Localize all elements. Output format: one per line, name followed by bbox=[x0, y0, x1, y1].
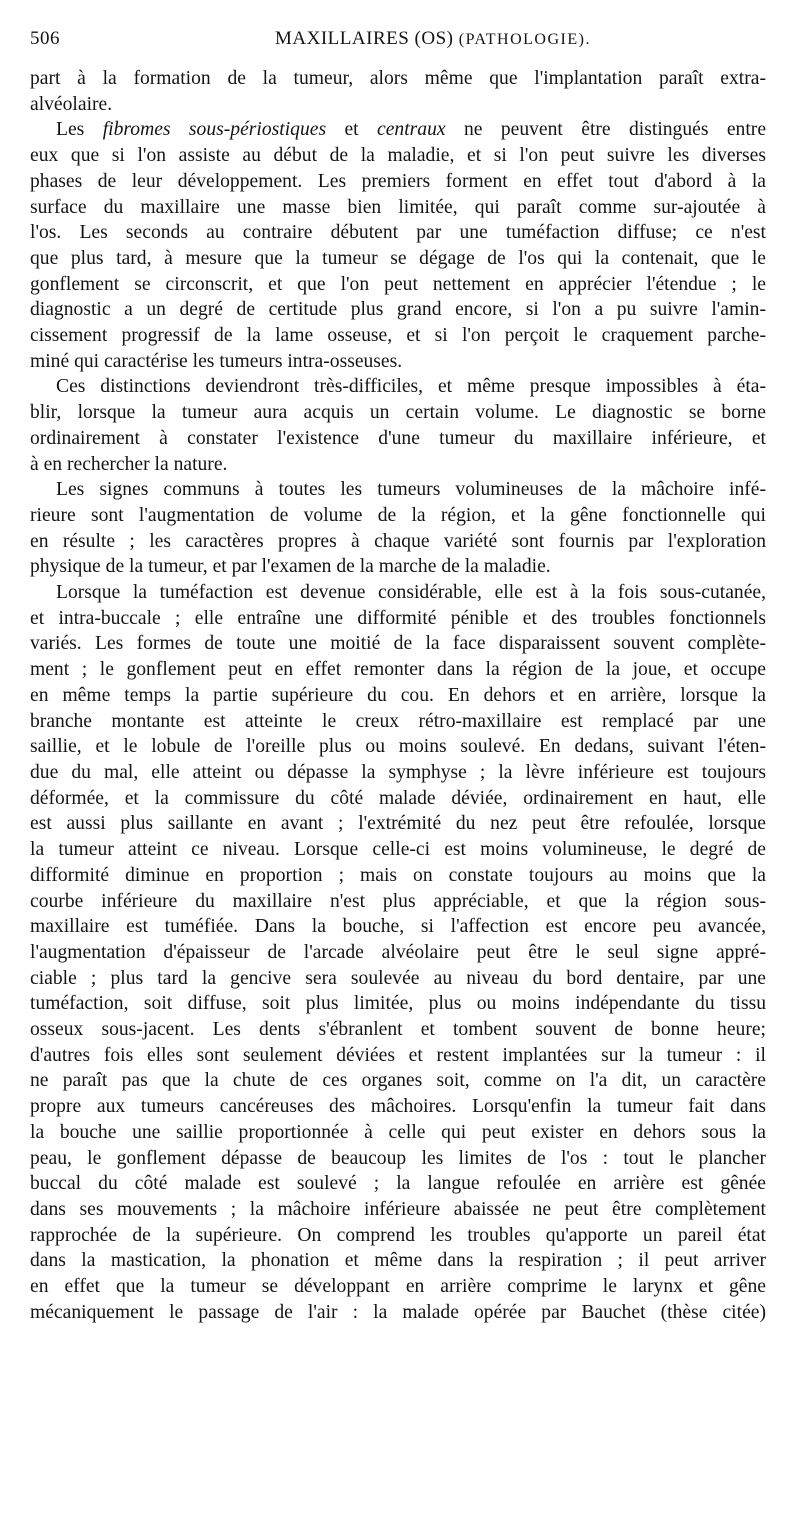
text-line: miné qui caractérise les tumeurs intra-osseuses. bbox=[30, 350, 403, 372]
text-line: et intra-buccale ; elle entraîne une difformité pénible et des troubles fonctionnels bbox=[30, 607, 766, 629]
running-title-main: MAXILLAIRES (OS) bbox=[275, 28, 454, 49]
text-line: tuméfaction, soit diffuse, soit plus limitée, plus ou moins indépendante du tissu bbox=[30, 993, 766, 1015]
text-line: déformée, et la commissure du côté malade déviée, ordinairement en haut, elle bbox=[30, 787, 766, 809]
text-run: ne peuvent être distingués entre bbox=[445, 119, 767, 141]
text-line: Les signes communs à toutes les tumeurs volumineuses de la mâchoire infé- bbox=[56, 479, 766, 501]
running-head bbox=[30, 28, 766, 54]
text-line: saillie, et le lobule de l'oreille plus ou moins soulevé. En dedans, suivant l'éten- bbox=[30, 736, 766, 758]
text-line: buccal du côté malade est soulevé ; la langue refoulée en arrière est gênée bbox=[30, 1173, 766, 1195]
text-line: rieure sont l'augmentation de volume de la région, et la gêne fonctionnelle qui bbox=[30, 504, 766, 526]
italic-term-centraux: centraux bbox=[377, 119, 446, 141]
text-line: Lorsque la tuméfaction est devenue considérable, elle est à la fois sous-cutanée, bbox=[56, 582, 766, 604]
text-line: est aussi plus saillante en avant ; l'extrémité du nez peut être refoulée, lorsque bbox=[30, 813, 766, 835]
text-line: la bouche une saillie proportionnée à celle qui peut exister en dehors sous la bbox=[30, 1121, 766, 1143]
page-number: 506 bbox=[30, 28, 60, 49]
text-line: ment ; le gonflement peut en effet remonter dans la région de la joue, et occupe bbox=[30, 659, 766, 681]
text-line: mécaniquement le passage de l'air : la malade opérée par Bauchet (thèse citée) bbox=[30, 1301, 766, 1323]
text-run: et bbox=[326, 119, 378, 141]
text-line: peau, le gonflement dépasse de beaucoup les limites de l'os : tout le plancher bbox=[30, 1147, 766, 1169]
text-line: ordinairement à constater l'existence d'une tumeur du maxillaire inférieure, et bbox=[30, 427, 766, 449]
text-line: osseux sous-jacent. Les dents s'ébranlent et tombent souvent de bonne heure; bbox=[30, 1019, 766, 1041]
text-line: en même temps la partie supérieure du cou. En dehors et en arrière, lorsque la bbox=[30, 684, 766, 706]
text-line: en résulte ; les caractères propres à chaque variété sont fournis par l'exploration bbox=[30, 530, 766, 552]
text-line: d'autres fois elles sont seulement déviées et restent implantées sur la tumeur : il bbox=[30, 1044, 766, 1066]
text-line: ciable ; plus tard la gencive sera soulevée au niveau du bord dentaire, par une bbox=[30, 967, 766, 989]
paragraph-fibromes bbox=[30, 117, 766, 374]
text-line: à en rechercher la nature. bbox=[30, 453, 228, 475]
text-line: en effet que la tumeur se développant en arrière comprime le larynx et gêne bbox=[30, 1276, 766, 1298]
text-line: eux que si l'on assiste au début de la maladie, et si l'on peut suivre les diverses bbox=[30, 145, 766, 167]
running-title-section: (PATHOLOGIE). bbox=[458, 31, 591, 48]
paragraph-distinctions bbox=[30, 374, 766, 477]
body-text bbox=[30, 66, 766, 1325]
text-line: dans ses mouvements ; la mâchoire inférieure abaissée ne peut être complètement bbox=[30, 1198, 766, 1220]
text-line: l'augmentation d'épaisseur de l'arcade alvéolaire peut être le seul signe appré- bbox=[30, 941, 766, 963]
text-line: propre aux tumeurs cancéreuses des mâchoires. Lorsqu'enfin la tumeur fait dans bbox=[30, 1096, 766, 1118]
text-line: l'os. Les seconds au contraire débutent par une tuméfaction diffuse; ce n'est bbox=[30, 222, 766, 244]
text-line: due du mal, elle atteint ou dépasse la symphyse ; la lèvre inférieure est toujours bbox=[30, 761, 766, 783]
text-line: gonflement se circonscrit, et que l'on peut nettement en apprécier l'étendue ; le bbox=[30, 273, 766, 295]
text-line: surface du maxillaire une masse bien limitée, qui paraît comme sur-ajoutée à bbox=[30, 196, 766, 218]
text-line: cissement progressif de la lame osseuse, et si l'on perçoit le craquement parche- bbox=[30, 325, 766, 347]
text-line: variés. Les formes de toute une moitié de la face disparaissent souvent complète- bbox=[30, 633, 766, 655]
text-line: que plus tard, à mesure que la tumeur se dégage de l'os qui la contenait, que le bbox=[30, 247, 766, 269]
text-line: ne paraît pas que la chute de ces organes soit, comme on l'a dit, un caractère bbox=[30, 1070, 766, 1092]
text-line: physique de la tumeur, et par l'examen de la marche de la maladie. bbox=[30, 556, 551, 578]
text-line: diagnostic a un degré de certitude plus grand encore, si l'on a pu suivre l'amin- bbox=[30, 299, 766, 321]
text-line: la tumeur atteint ce niveau. Lorsque celle-ci est moins volumineuse, le degré de bbox=[30, 839, 766, 861]
text-line: phases de leur développement. Les premiers forment en effet tout d'abord à la bbox=[30, 170, 766, 192]
text-line: branche montante est atteinte le creux rétro-maxillaire est remplacé par une bbox=[30, 710, 766, 732]
italic-term-fibromes: fibromes sous-périostiques bbox=[102, 119, 327, 141]
text-line: difformité diminue en proportion ; mais on constate toujours au moins que la bbox=[30, 864, 766, 886]
text-line: Ces distinctions deviendront très-difficiles, et même presque impossibles à éta- bbox=[56, 376, 766, 398]
text-line: dans la mastication, la phonation et même dans la respiration ; il peut arriver bbox=[30, 1250, 766, 1272]
text-line: part à la formation de la tumeur, alors même que l'implantation paraît extra- bbox=[30, 68, 766, 89]
paragraph-continuation bbox=[30, 66, 766, 117]
paragraph-signes bbox=[30, 477, 766, 580]
text-line: alvéolaire. bbox=[30, 93, 113, 115]
text-line: maxillaire est tuméfiée. Dans la bouche, si l'affection est encore peu avancée, bbox=[30, 916, 766, 938]
page bbox=[30, 28, 766, 1325]
text-line: courbe inférieure du maxillaire n'est plus appréciable, et que la région sous- bbox=[30, 890, 766, 912]
text-run: Les bbox=[56, 119, 103, 141]
text-line: blir, lorsque la tumeur aura acquis un certain volume. Le diagnostic se borne bbox=[30, 402, 766, 424]
paragraph-tumefaction bbox=[30, 580, 766, 1325]
text-line: rapprochée de la supérieure. On comprend les troubles qu'apporte un pareil état bbox=[30, 1224, 766, 1246]
running-title bbox=[30, 28, 766, 50]
text-line-with-italics bbox=[30, 117, 766, 143]
